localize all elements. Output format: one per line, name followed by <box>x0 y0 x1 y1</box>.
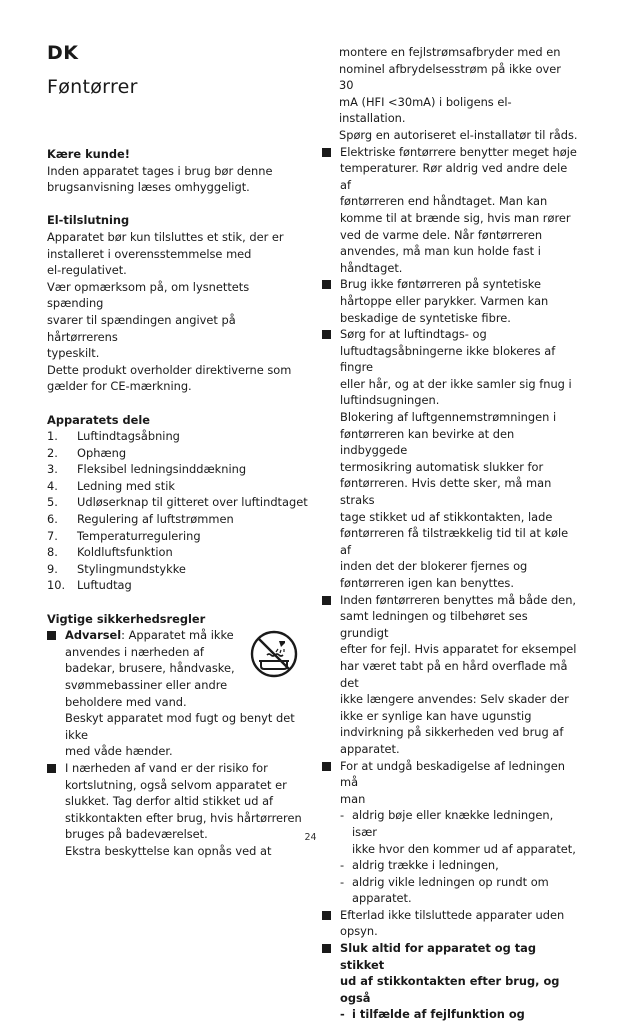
text-line: beholdere med vand. <box>65 694 187 709</box>
text-line: gælder for CE-mærkning. <box>47 379 192 394</box>
text-line: nominel afbrydelsesstrøm på ikke over 30 <box>339 61 561 93</box>
text-line: Vær opmærksom på, om lysnettets spænding <box>47 279 250 311</box>
square-bullet-icon <box>322 326 340 592</box>
text-line: anvendes i nærheden af <box>65 644 204 659</box>
text-line: For at undgå beskadigelse af ledningen må <box>340 758 565 790</box>
unattended-bullet <box>322 907 578 940</box>
text-line: termosikring automatisk slukker for <box>340 459 544 474</box>
left-column <box>47 146 309 860</box>
wig-bullet <box>322 276 578 326</box>
parts-list <box>47 428 309 594</box>
text-line: beskadige de syntetiske fibre. <box>340 310 511 325</box>
list-item: 7. Temperaturregulering <box>47 528 201 543</box>
cord-bullet <box>322 758 578 808</box>
text-line: montere en fejlstrømsafbryder med en <box>339 45 561 59</box>
text-line: Efterlad ikke tilsluttede apparater uden <box>340 907 565 922</box>
text-line: opsyn. <box>340 924 378 939</box>
text-line: mA (HFI <30mA) i boligens el-installation. <box>339 94 512 126</box>
text-line: svømmebassiner eller andre <box>65 678 228 692</box>
list-item: 4. Ledning med stik <box>47 478 175 493</box>
text-line: Sørg for at luftindtags- og <box>340 327 487 342</box>
text-line: Blokering af luftgennemstrømningen i <box>340 410 557 425</box>
no-water-bath-icon <box>243 629 305 679</box>
text-line: stikkontakten efter brug, hvis hårtørreren <box>65 810 302 825</box>
text-line: med våde hænder. <box>65 744 173 759</box>
text-line: badekar, brusere, håndvaske, <box>65 661 235 676</box>
list-item: 8. Koldluftsfunktion <box>47 545 173 560</box>
text-line: Ekstra beskyttelse kan opnås ved at <box>65 843 272 858</box>
text-line: tage stikket ud af stikkontakten, lade <box>340 509 553 524</box>
text-line: samt ledningen og tilbehøret ses grundigt <box>340 609 528 640</box>
text-line: ud af stikkontakten efter brug, og <box>340 974 560 989</box>
text-line: føntørreren end håndtaget. Man kan <box>340 194 548 209</box>
page-title: Føntørrer <box>47 76 138 98</box>
list-item: 10. Luftudtag <box>47 578 132 593</box>
text-line: føntørreren igen kan benyttes. <box>340 576 514 590</box>
text-line: Inden føntørreren benyttes må både den, <box>340 592 577 607</box>
square-bullet-icon <box>47 760 65 860</box>
text-line: føntørreren få tilstrækkelig tid til at køle af <box>340 526 569 557</box>
text-line: el-regulativet. <box>47 263 127 278</box>
text-line: efter for fejl. Hvis apparatet for eksempel <box>340 642 577 657</box>
text-line: har været tabt på en hård overflade må det <box>340 658 568 690</box>
dash-item: - aldrig trække i ledningen, <box>340 858 499 873</box>
right-column <box>322 44 578 1023</box>
dash-item: - i tilfælde af fejlfunktion og <box>340 1007 525 1022</box>
dash-item: - aldrig vikle ledningen op rundt om apparatet. <box>340 874 549 906</box>
dash-item: - aldrig bøje eller knække ledningen, især ikke hvor den kommer ud af apparatet, <box>340 808 576 856</box>
square-bullet-icon <box>322 144 340 277</box>
list-item: 6. Regulering af luftstrømmen <box>47 512 234 527</box>
text-line: Beskyt apparatet mod fugt og benyt det ikke <box>65 711 295 742</box>
text-line: ikke længere anvendes: Selv skader der <box>340 692 569 707</box>
unplug-bullet <box>322 940 578 1006</box>
text-line: føntørreren. Hvis dette sker, må man straks <box>340 476 552 508</box>
text-line: luftudtagsåbningerne ikke blokeres af fingre <box>340 343 556 375</box>
text-line: håndtaget. <box>340 260 403 275</box>
text-line: Inden apparatet tages i brug bør denne <box>47 163 273 178</box>
text-line: komme til at brænde sig, hvis man rører <box>340 210 571 225</box>
text-line: Apparatet bør kun tilsluttes et stik, der er <box>47 229 284 244</box>
hot-parts-bullet <box>322 144 578 277</box>
text-line: typeskilt. <box>47 346 100 361</box>
inspection-bullet <box>322 592 578 758</box>
water-bullet <box>47 760 309 860</box>
square-bullet-icon <box>47 627 65 760</box>
text-line: man <box>340 791 366 806</box>
square-bullet-icon <box>322 276 340 326</box>
text-line: ved de varme dele. Når føntørreren <box>340 227 543 242</box>
list-item: 2. Ophæng <box>47 445 127 460</box>
text-line: I nærheden af vand er der risiko for <box>65 760 268 775</box>
text-line: slukket. Tag derfor altid stikket ud af <box>65 794 274 809</box>
list-item: 9. Stylingmundstykke <box>47 561 186 576</box>
vent-bullet <box>322 326 578 592</box>
warning-bullet: Advarsel: Apparatet må ikke anvendes i nærheden af badekar, brusere, håndvaske, svømmebassiner eller andre beholdere med vand. Beskyt apparatet mod fugt og benyt det ikke med våde hænder. <box>47 627 309 760</box>
text-line: luftindsugningen. <box>340 393 440 408</box>
text-line: hårtoppe eller parykker. Varmen kan <box>340 293 549 308</box>
list-item: 3. Fleksibel ledningsinddækning <box>47 462 247 477</box>
text-line: kortslutning, også selvom apparatet er <box>65 777 287 792</box>
square-bullet-icon <box>322 907 340 940</box>
text-line: brugsanvisning læses omhyggeligt. <box>47 180 250 195</box>
text-line: eller hår, og at der ikke samler sig fnug i <box>340 376 572 391</box>
text-line: apparatet. <box>340 741 400 756</box>
text-line: temperaturer. Rør aldrig ved andre dele af <box>340 161 568 192</box>
square-bullet-icon <box>322 758 340 808</box>
text-line: installeret i overensstemmelse med <box>47 246 252 261</box>
greeting-heading: Kære kunde! <box>47 147 130 161</box>
list-item: 1. Luftindtagsåbning <box>47 429 180 444</box>
text-line: anvendes, må man kun holde fast i <box>340 244 541 259</box>
square-bullet-icon <box>322 592 340 758</box>
safety-heading: Vigtige sikkerhedsregler <box>47 611 206 626</box>
text-line: Spørg en autoriseret el-installatør til råds. <box>339 127 578 142</box>
text-line: Brug ikke føntørreren på syntetiske <box>340 277 541 292</box>
text-line: også <box>340 990 371 1005</box>
text-line: inden det der blokerer fjernes og <box>340 559 528 574</box>
parts-heading: Apparatets dele <box>47 412 150 427</box>
text-line: Sluk altid for apparatet og tag stikket <box>340 941 536 972</box>
electrical-heading: El-tilslutning <box>47 213 130 228</box>
text-line: ikke er synlige kan have ugunstig <box>340 708 532 723</box>
list-item: 5. Udløserknap til gitteret over luftindtaget <box>47 495 308 510</box>
text-line: Elektriske føntørrere benytter meget høje <box>340 144 577 159</box>
text-line: Dette produkt overholder direktiverne som <box>47 362 292 377</box>
text-line: bruges på badeværelset. <box>65 827 208 842</box>
square-bullet-icon <box>322 940 340 1006</box>
text-line: indvirkning på sikkerheden ved brug af <box>340 725 564 740</box>
warning-label: Advarsel <box>65 628 122 643</box>
page-number: 24 <box>304 832 317 843</box>
language-code: DK <box>47 42 79 64</box>
text-line: føntørreren kan bevirke at den indbyggede <box>340 426 515 458</box>
text-line: svarer til spændingen angivet på hårtørrerens <box>47 312 236 344</box>
